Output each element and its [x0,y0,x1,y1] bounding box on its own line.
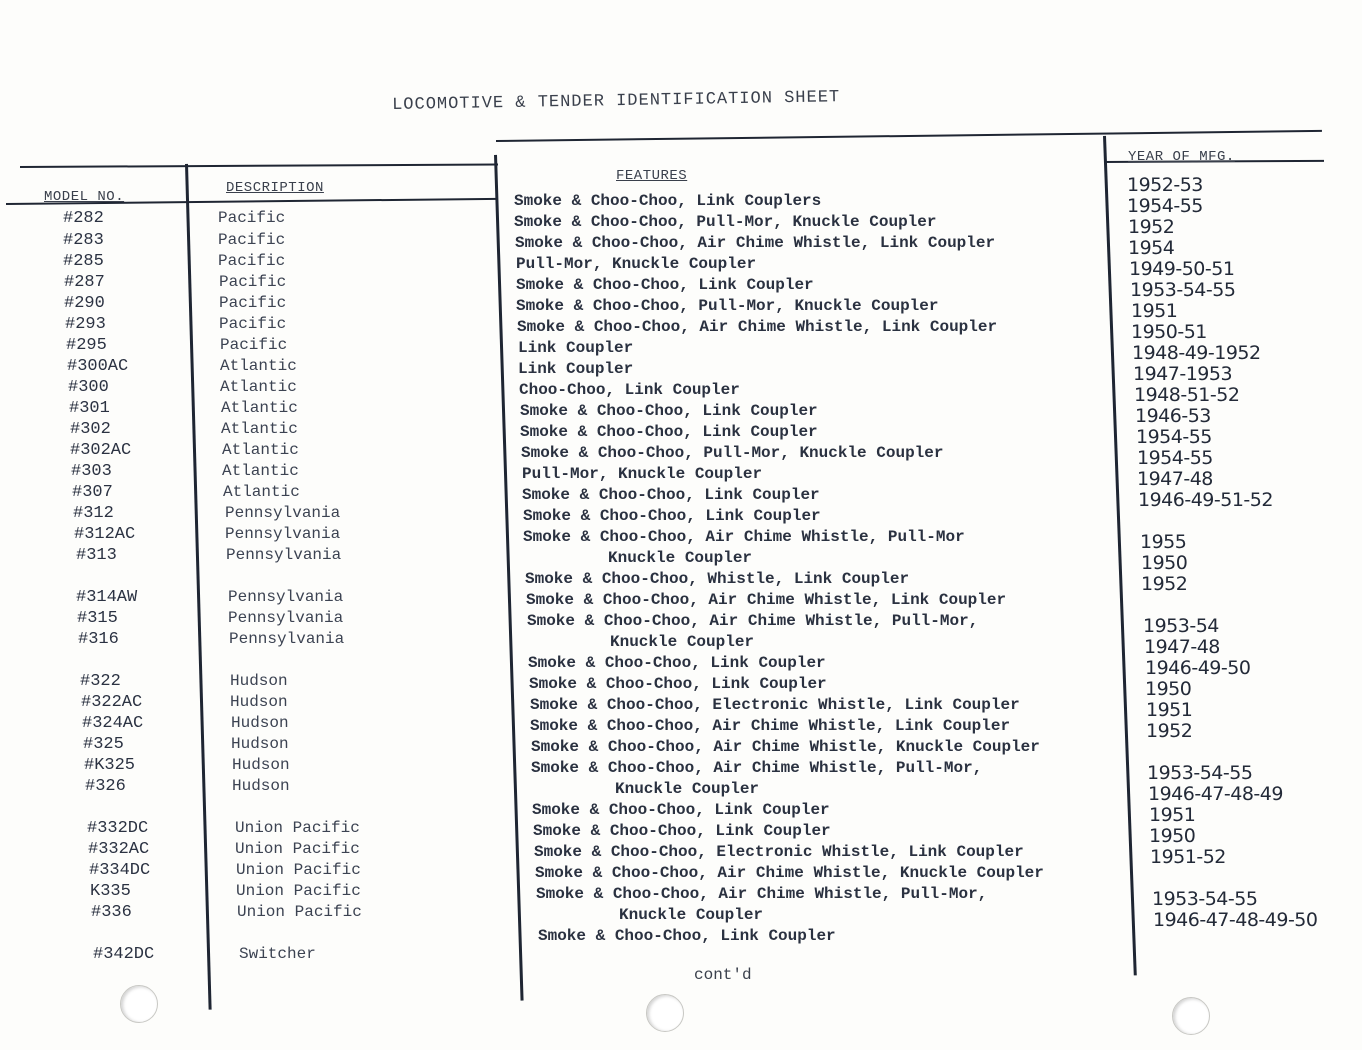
model-number-cell: #312AC [74,525,136,544]
year-of-manufacture-cell: 1953-54-55 [1152,888,1258,910]
column-divider-1 [185,164,212,1010]
description-cell: Atlantic [223,483,300,501]
year-of-manufacture-cell: 1948-49-1952 [1132,342,1261,364]
features-cell: Smoke & Choo-Choo, Pull-Mor, Knuckle Coupler [514,213,937,231]
year-of-manufacture-cell: 1951 [1146,699,1193,721]
description-cell: Atlantic [220,378,297,396]
features-cell: Knuckle Coupler [608,549,753,567]
model-number-cell: #325 [83,735,124,754]
features-cell: Smoke & Choo-Choo, Air Chime Whistle, Link Coupler [526,591,1007,609]
features-cell: Smoke & Choo-Choo, Air Chime Whistle, Knuckle Coupler [535,864,1044,882]
features-cell: Smoke & Choo-Choo, Electronic Whistle, Link Coupler [534,843,1024,861]
features-cell: Smoke & Choo-Choo, Air Chime Whistle, Link Coupler [517,318,998,336]
model-number-cell: #K325 [84,756,136,775]
model-number-cell: #312 [73,504,114,523]
year-of-manufacture-cell: 1953-54-55 [1147,762,1253,784]
description-cell: Pennsylvania [225,525,341,543]
year-of-manufacture-cell: 1947-48 [1137,468,1213,490]
header-features: FEATURES [616,168,688,184]
year-of-manufacture-cell: 1951-52 [1150,846,1226,868]
model-number-cell: #302AC [70,441,132,460]
page-title: LOCOMOTIVE & TENDER IDENTIFICATION SHEET [392,88,841,115]
description-cell: Hudson [232,777,290,795]
model-number-cell: #300AC [67,357,129,376]
features-cell: Knuckle Coupler [615,780,760,798]
features-cell: Smoke & Choo-Choo, Air Chime Whistle, Link Coupler [530,717,1011,735]
features-cell: Smoke & Choo-Choo, Link Coupler [532,801,830,819]
features-cell: Smoke & Choo-Choo, Link Coupler [528,654,826,672]
features-cell: Smoke & Choo-Choo, Link Coupler [523,507,821,525]
model-number-cell: #324AC [82,714,144,733]
description-cell: Pacific [219,273,287,291]
features-cell: Smoke & Choo-Choo, Link Coupler [516,276,814,294]
year-of-manufacture-cell: 1952 [1146,720,1193,742]
features-cell: Pull-Mor, Knuckle Coupler [516,255,757,273]
description-cell: Union Pacific [235,840,360,858]
features-cell: Knuckle Coupler [610,633,755,651]
year-of-manufacture-cell: 1950-51 [1131,321,1207,343]
description-cell: Pennsylvania [228,588,344,606]
description-cell: Pennsylvania [226,546,342,564]
model-number-cell: #307 [72,483,113,502]
model-number-cell: #282 [63,209,104,228]
description-cell: Union Pacific [236,861,361,879]
year-of-manufacture-cell: 1952-53 [1127,174,1203,196]
description-cell: Hudson [231,735,289,753]
year-of-manufacture-cell: 1948-51-52 [1134,384,1240,406]
description-cell: Switcher [239,945,316,963]
features-cell: Smoke & Choo-Choo, Air Chime Whistle, Pull-Mor [523,528,965,546]
description-cell: Pennsylvania [229,630,345,648]
model-number-cell: #332DC [87,819,149,838]
features-cell: Smoke & Choo-Choo, Whistle, Link Coupler [525,570,910,588]
table-top-rule-left [20,163,498,168]
features-cell: Smoke & Choo-Choo, Air Chime Whistle, Knuckle Coupler [531,738,1040,756]
model-number-cell: #314AW [76,588,138,607]
year-of-manufacture-cell: 1947-48 [1144,636,1220,658]
model-number-cell: #295 [66,336,107,355]
description-cell: Pacific [219,294,287,312]
header-description: DESCRIPTION [226,180,324,196]
description-cell: Pennsylvania [228,609,344,627]
features-cell: Smoke & Choo-Choo, Pull-Mor, Knuckle Coupler [516,297,939,315]
model-number-cell: #293 [65,315,106,334]
description-cell: Atlantic [221,399,298,417]
description-cell: Atlantic [222,441,299,459]
year-of-manufacture-cell: 1951 [1131,300,1178,322]
description-cell: Pacific [218,252,286,270]
model-number-cell: #326 [85,777,126,796]
features-cell: Smoke & Choo-Choo, Link Coupler [529,675,827,693]
punch-hole-left [120,985,158,1023]
description-cell: Hudson [230,693,288,711]
model-number-cell: #301 [69,399,110,418]
features-cell: Smoke & Choo-Choo, Link Coupler [520,423,818,441]
header-year-of-mfg: YEAR OF MFG. [1128,149,1235,165]
description-cell: Hudson [230,672,288,690]
year-of-manufacture-cell: 1953-54-55 [1130,279,1236,301]
year-of-manufacture-cell: 1946-49-50 [1145,657,1251,679]
continued-note: cont'd [694,966,752,984]
punch-hole-center [646,994,684,1032]
model-number-cell: #336 [91,903,132,922]
features-cell: Choo-Choo, Link Coupler [519,381,740,399]
model-number-cell: #315 [77,609,118,628]
features-cell: Knuckle Coupler [619,906,764,924]
year-of-manufacture-cell: 1952 [1128,216,1175,238]
features-cell: Pull-Mor, Knuckle Coupler [522,465,763,483]
description-cell: Pacific [220,336,288,354]
model-number-cell: #342DC [93,945,155,964]
description-cell: Pacific [218,231,286,249]
year-of-manufacture-cell: 1950 [1145,678,1192,700]
features-cell: Smoke & Choo-Choo, Air Chime Whistle, Link Coupler [515,234,996,252]
year-of-manufacture-cell: 1951 [1149,804,1196,826]
year-of-manufacture-cell: 1954-55 [1136,426,1212,448]
description-cell: Atlantic [220,357,297,375]
model-number-cell: #285 [63,252,104,271]
description-cell: Pacific [218,209,286,227]
header-model-no: MODEL NO. [44,189,125,205]
model-number-cell: #290 [64,294,105,313]
model-number-cell: K335 [90,882,131,901]
table-top-rule-right [496,130,1322,142]
description-cell: Union Pacific [235,819,360,837]
year-of-manufacture-cell: 1946-47-48-49 [1148,783,1283,805]
model-number-cell: #287 [64,273,105,292]
features-cell: Smoke & Choo-Choo, Pull-Mor, Knuckle Coupler [521,444,944,462]
model-number-cell: #300 [68,378,109,397]
year-of-manufacture-cell: 1954-55 [1137,447,1213,469]
description-cell: Hudson [232,756,290,774]
model-number-cell: #303 [71,462,112,481]
model-number-cell: #334DC [89,861,151,880]
model-number-cell: #322 [80,672,121,691]
year-of-manufacture-cell: 1954-55 [1127,195,1203,217]
year-of-manufacture-cell: 1946-49-51-52 [1138,489,1273,511]
features-cell: Smoke & Choo-Choo, Air Chime Whistle, Pull-Mor, [531,759,983,777]
features-cell: Link Coupler [518,339,634,357]
features-cell: Smoke & Choo-Choo, Link Coupler [533,822,831,840]
description-cell: Union Pacific [237,903,362,921]
features-cell: Smoke & Choo-Choo, Link Coupler [520,402,818,420]
description-cell: Atlantic [221,420,298,438]
description-cell: Pennsylvania [225,504,341,522]
description-cell: Union Pacific [236,882,361,900]
year-of-manufacture-cell: 1946-53 [1135,405,1211,427]
year-of-manufacture-cell: 1953-54 [1143,615,1219,637]
features-cell: Smoke & Choo-Choo, Air Chime Whistle, Pull-Mor, [536,885,988,903]
features-cell: Link Coupler [518,360,634,378]
features-cell: Smoke & Choo-Choo, Air Chime Whistle, Pull-Mor, [527,612,979,630]
model-number-cell: #322AC [81,693,143,712]
model-number-cell: #302 [70,420,111,439]
features-cell: Smoke & Choo-Choo, Link Coupler [538,927,836,945]
features-cell: Smoke & Choo-Choo, Electronic Whistle, Link Coupler [530,696,1020,714]
features-cell: Smoke & Choo-Choo, Link Coupler [522,486,820,504]
model-number-cell: #313 [76,546,117,565]
year-of-manufacture-cell: 1952 [1141,573,1188,595]
model-number-cell: #316 [78,630,119,649]
year-of-manufacture-cell: 1949-50-51 [1129,258,1235,280]
year-of-manufacture-cell: 1946-47-48-49-50 [1153,909,1318,931]
model-number-cell: #283 [63,231,104,250]
model-number-cell: #332AC [88,840,150,859]
description-cell: Hudson [231,714,289,732]
year-of-manufacture-cell: 1947-1953 [1133,363,1233,385]
description-cell: Atlantic [222,462,299,480]
year-of-manufacture-cell: 1950 [1141,552,1188,574]
year-of-manufacture-cell: 1950 [1149,825,1196,847]
punch-hole-right [1172,997,1210,1035]
description-cell: Pacific [219,315,287,333]
year-of-manufacture-cell: 1955 [1140,531,1187,553]
year-of-manufacture-cell: 1954 [1128,237,1175,259]
features-cell: Smoke & Choo-Choo, Link Couplers [514,192,822,210]
